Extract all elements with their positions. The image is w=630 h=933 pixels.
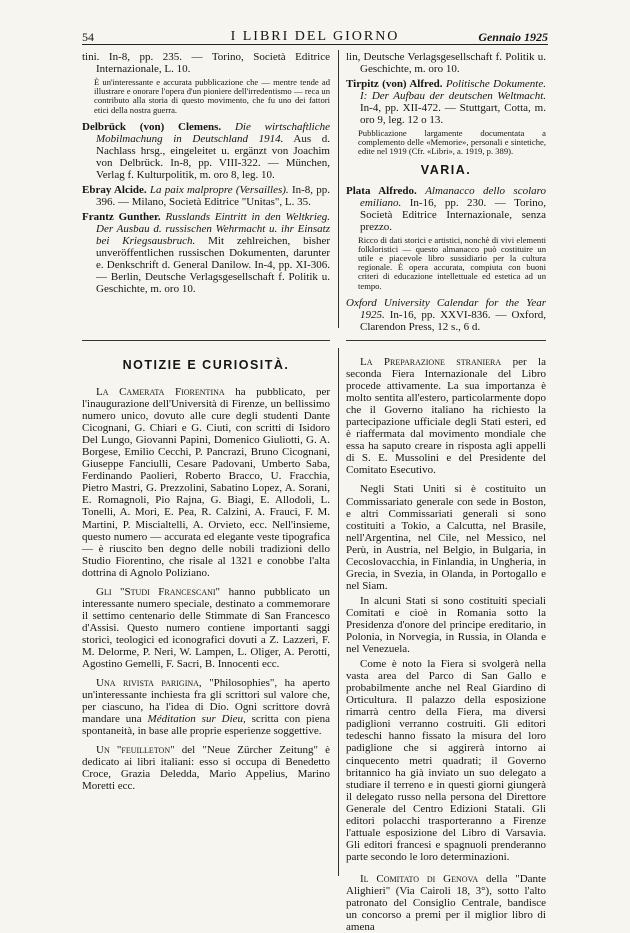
entry-author: Plata Alfredo.: [346, 184, 417, 197]
news-text: della "Dante Alighieri" (Via Cairoli 18, 3°), sotto l'alto patronato del Consiglio Centrale, bandisce un concorso a premi per il miglior libro di amena: [346, 872, 546, 933]
entry-title: Russlands Eintritt in den Weltkrieg. Der Ausbau d. russischen Wehrmacht u. ihr Einsatz bei Kriegsausbruch.: [96, 210, 331, 247]
news-text: ha pubblicato, per l'inaugurazione dell'Università di Firenze, un bellissimo numero unico, dovuto alle cure degli studenti Dante Cicognani, G. Chiari e G. Ciuti, con scritti di Isidoro Del Lungo, Giovanni Papini, Domenico Giuliotti, G. A. Borgese, Emilio Cecchi, P. Pancrazi, Bruno Cicognani, Giuseppe Fanciulli, Cesare Padovani, Umberto Saba, Ferdinando Paolieri, Roberto Bracco, U. Fracchia, Pietro Mastri, G. Prezzolini, Sabatino Lopez, A. Sorani, E. Romagnoli, Pio Rajna, G. Biagi, E. Allodoli, L. Tonelli, A. Mori, E. Pea, R. Calzini, A. Frauci, F. M. Martini, P. Miscialtelli, A. Orvieto, ecc. Nell'insieme, questo numero — accurata ed elegante veste tipografica — è riuscito ben degno delle nobili tradizioni dello Studio Fiorentino, che risale al 1321 e conobbe l'alta dottrina di Agnolo Poliziano.: [82, 386, 330, 579]
entry-title: Politische Dokumente. I: Der Aufbau der deutschen Weltmacht.: [360, 78, 546, 102]
top-right-column: [346, 51, 546, 331]
entry-author: Delbrück (von) Clemens.: [82, 120, 222, 133]
entry-title: La paix malpropre (Versailles).: [149, 183, 289, 196]
news-text: scritta con piena spontaneità, in base alle proprie esperienze soggettive.: [82, 713, 331, 738]
entry-details: In-4, pp. XII-472. — Stuttgart, Cotta, m. oro 9, leg. 12 o 13.: [360, 102, 546, 126]
entry-details: In-16, pp. XXVI-836. — Oxford, Clarendon Press, 12 s., 6 d.: [360, 308, 546, 333]
entry-note: Pubblicazione largamente documentata a complemento delle «Memorie», personali e sintetiche, edite nel 1919 (Cfr. «Libri», a. 1919, p. 389).: [358, 128, 546, 157]
column-divider-top: [338, 50, 339, 328]
section-separator-right: [346, 340, 546, 341]
entry-note: È un'interessante e accurata pubblicazione che — mentre tende ad illustrare e onorare l'opera d'un pioniere dell'irredentismo — reca un contributo alla storia di questo movimento, che fu uno dei fattori etici della nostra guerra.: [94, 77, 330, 115]
entry-tirpitz: [346, 78, 546, 126]
news-lead: Gli "Studi Francescani": [96, 585, 221, 598]
news-feuilleton: [82, 744, 330, 792]
entry-title: Die wirtschaftliche Mobilmachung in Deutschland 1914.: [96, 120, 331, 145]
entry-delbruck: [82, 121, 330, 181]
top-left-column: [82, 51, 330, 331]
news-lead: Un "feuilleton": [96, 744, 175, 757]
news-text: hanno pubblicato un interessante numero speciale, destinato a commemorare il settimo centenario delle Stimmate di San Francesco d'Assisi. Questo numero contiene importanti saggi storici, teologici ed iconografici dovuti a Z. Lazzeri, F. M. Delorme, P. Neri, W. Lampen, L. Oliger, A. Perotti, Agostino Gemelli, F. Sacri, B. Innocenti ecc.: [82, 585, 330, 671]
news-comitato-genova: [346, 873, 546, 933]
news-camerata: [82, 386, 330, 579]
news-studi-francescani: [82, 586, 330, 670]
news-text: "Philosophies", ha aperto un'interessante inchiesta fra gli scrittori sul valore che, per ciascuno, ha l'idea di Dio. Ogni scrittore dovrà mandare una: [82, 677, 331, 726]
news-lead: La Preparazione straniera: [360, 356, 502, 368]
news-text: del "Neue Zürcher Zeitung" è dedicato ai libri italiani: esso si occupa di Benedetto Croce, Grazia Deledda, Mario Appelius, Marino Moretti ecc.: [82, 744, 330, 793]
page-number: 54: [82, 30, 94, 44]
news-text: per la seconda Fiera Internazionale del Libro procede attivamente. La sua importanza è molto sentita all'estero, particolarmente dopo che il Governo italiano ha richiesto la partecipazione ufficiale degli Stati esteri, ed è riaffermata dal movimento mondiale che essa ha saputo creare in risposta agli appelli di S. E. Mussolini e del Presidente del Comitato Esecutivo.: [346, 356, 546, 477]
page-header: [82, 24, 548, 45]
news-philosophies: [82, 677, 330, 737]
news-fiera-parco: Come è noto la Fiera si svolgerà nella vasta area del Parco di San Gallo e probabilmente anche nel Real Giardino di Orticultura. Il palazzo della esposizione rimarrà centro della Fiera, ma diversi padiglioni verranno costruiti. Gli editori tedeschi hanno fissato la misura del loro padiglione che si aggirerà intorno ai cinquecento metri quadrati; il Governo britannico ha già inviato un suo delegato a studiare il terreno e in questi giorni giungerà il delegato russo nella persona del Direttore Generale del Centro Edizioni Statali. Gli editori polacchi trasporteranno a Firenze l'attuale esposizione del Libro di Varsavia. Gli editori francesi e spagnuoli prenderanno parte secondo le loro determinazioni.: [346, 658, 546, 863]
journal-title: I LIBRI DEL GIORNO: [230, 29, 400, 44]
entry-frantz: [82, 211, 330, 295]
notizie-column: [82, 350, 330, 882]
section-separator-left: [82, 340, 330, 341]
news-lead: Una rivista parigina,: [96, 677, 202, 690]
entry-continuation: lin, Deutsche Verlagsgesellschaft f. Politik u. Geschichte, m. oro 10.: [346, 51, 546, 75]
column-divider-bottom: [338, 348, 339, 876]
entry-details: In-16, pp. 230. — Torino, Società Editrice Internazionale, senza prezzo.: [360, 196, 546, 233]
entry-plata: [346, 185, 546, 233]
fiera-column: [346, 356, 546, 933]
news-lead: Il Comitato di Genova: [360, 872, 479, 885]
entry-author: Tirpitz (von) Alfred.: [346, 78, 443, 90]
news-preparazione: [346, 356, 546, 476]
entry-note: Ricco di dati storici e artistici, nonchè di vivi elementi folkloristici — questo almanacco può costituire un utile e piacevole libro sussidiario per la cultura regionale. È opera accurata, compiuta con buoni criteri di educazione intellettuale ed estetica ad un tempo.: [358, 234, 546, 291]
entry-author: Ebray Alcide.: [82, 183, 147, 196]
section-title-varia: VARIA.: [420, 162, 472, 177]
entry-title: Oxford University Calendar for the Year 1925.: [346, 296, 546, 321]
news-comitati: In alcuni Stati si sono costituiti speciali Comitati e cioè in Romania sotto la Presidenza d'onore del principe ereditario, in Polonia, in Norvegia, in Russia, in Olanda e nel Venezuela.: [346, 594, 546, 656]
news-cited-title: Méditation sur Dieu,: [147, 713, 246, 726]
entry-title: Almanacco dello scolaro emiliano.: [360, 184, 546, 209]
entry-continuation: tini. In-8, pp. 235. — Torino, Società Editrice Internazionale, L. 10.: [82, 51, 330, 75]
entry-author: Frantz Gunther.: [82, 210, 161, 223]
entry-details: Aus d. Nachlass hrsg., eingeleitet u. ergänzt von Joachim von Delbrück. In-8, pp. VIII-322. — München, Verlag f. Kulturpolitik, m. oro 8, leg. 10.: [96, 132, 330, 181]
news-stati-uniti: Negli Stati Uniti si è costituito un Commissariato generale con sede in Boston, e altri Commissariati generali si sono costituiti a Tokio, a Calcutta, nel Brasile, nell'Argentina, nel Cile, nel Messico, nel Perù, in Austria, nel Belgio, in Bulgaria, in Cecoslovacchia, in Finlandia, in Ungheria, in Grecia, in Svezia, in Olanda, in Portogallo e nel Siam.: [346, 483, 546, 592]
entry-details: In-8, pp. 396. — Milano, Società Editrice "Unitas", L. 35.: [96, 183, 331, 208]
entry-details: Mit zehlreichen, bisher unveröffentlichen russischen Dokumenten, darunter e. Denkschrift d. General Danilow. In-4, pp. XI-306. — Berlin, Deutsche Verlagsgesellschaft f. Politik u. Geschichte, m. oro 10.: [96, 234, 330, 295]
news-lead: La Camerata Fiorentina: [96, 386, 225, 398]
issue-date: Gennaio 1925: [478, 30, 548, 44]
entry-ebray: [82, 184, 330, 208]
entry-oxford: [346, 297, 546, 333]
section-title-notizie: NOTIZIE E CURIOSITÀ.: [122, 358, 290, 372]
